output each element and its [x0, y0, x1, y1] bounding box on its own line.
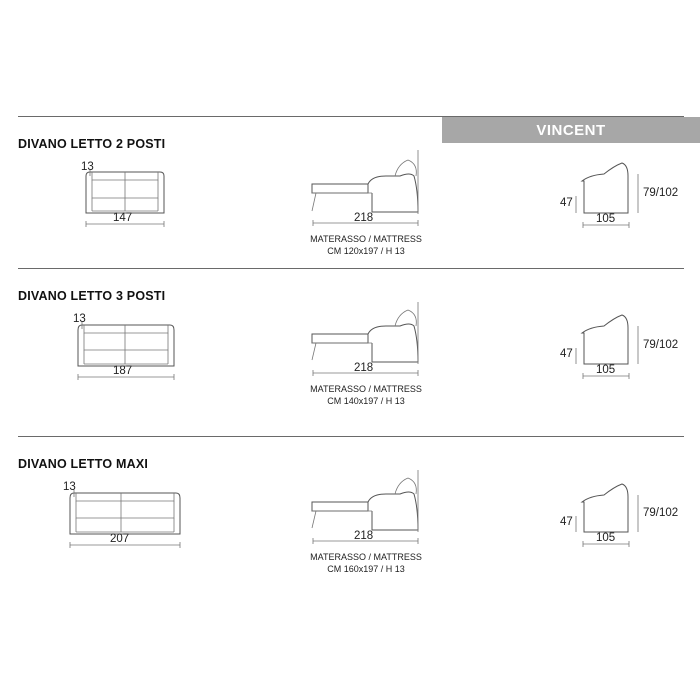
mattress-line1: MATERASSO / MATTRESS — [310, 552, 422, 562]
seat-height-label: 47 — [560, 516, 573, 528]
total-height-label: 79/102 — [643, 339, 679, 351]
section-title: DIVANO LETTO MAXI — [18, 457, 149, 471]
front-depth-label: 13 — [63, 481, 76, 493]
side-length-label: 218 — [354, 530, 374, 542]
side-length-label: 218 — [354, 212, 374, 224]
side-length-label: 218 — [354, 362, 374, 374]
depth-label: 105 — [596, 364, 616, 376]
front-width-label: 187 — [113, 365, 133, 377]
depth-label: 105 — [596, 532, 616, 544]
mattress-line2: CM 140x197 / H 13 — [327, 396, 405, 406]
total-height-label: 79/102 — [643, 507, 679, 519]
seat-height-label: 47 — [560, 348, 573, 360]
section-title: DIVANO LETTO 2 POSTI — [18, 137, 166, 151]
mattress-line1: MATERASSO / MATTRESS — [310, 234, 422, 244]
seat-height-label: 47 — [560, 197, 573, 209]
front-width-label: 207 — [110, 533, 130, 545]
total-height-label: 79/102 — [643, 187, 679, 199]
depth-label: 105 — [596, 213, 616, 225]
section-title: DIVANO LETTO 3 POSTI — [18, 289, 166, 303]
brand-banner: VINCENT — [442, 117, 700, 143]
front-width-label: 147 — [113, 212, 133, 224]
front-depth-label: 13 — [81, 161, 94, 173]
front-depth-label: 13 — [73, 313, 86, 325]
mattress-line1: MATERASSO / MATTRESS — [310, 384, 422, 394]
mattress-line2: CM 120x197 / H 13 — [327, 246, 405, 256]
mattress-line2: CM 160x197 / H 13 — [327, 564, 405, 574]
